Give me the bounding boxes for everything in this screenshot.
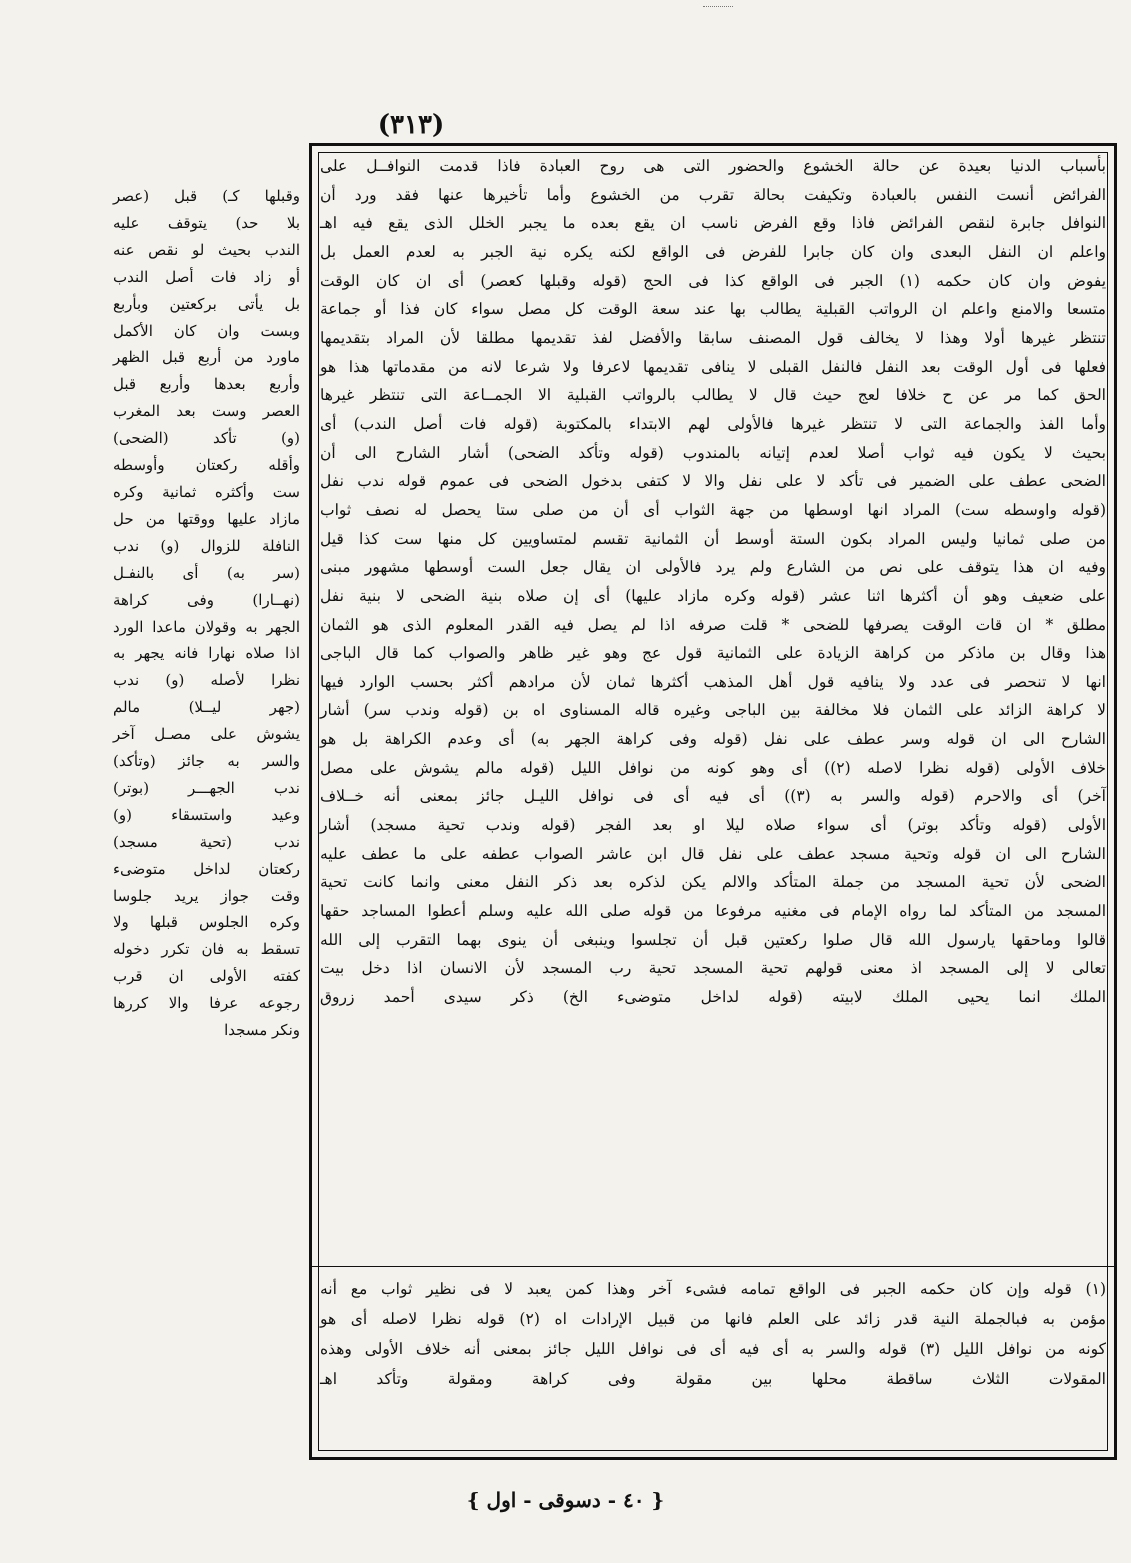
main-commentary — [320, 152, 1106, 1255]
side-text-line: ماورد من أربع قبل الظهر — [113, 348, 300, 367]
side-text-line: (نهــارا) وفى كراهة — [113, 590, 300, 609]
footnote-line: مؤمن به فبالجملة النية قدر زائد على العلم فانها من قبيل الإرادات اه (٢) قوله نظرا لاصله أى هو — [320, 1310, 1107, 1328]
side-text-line: وبست وان كان الأكمل — [113, 321, 300, 340]
footnote-line: (١) قوله وإن كان حكمه الجبر فى الواقع تمامه فشىء آخر وهذا كمن يعبد لا فى نظير ثواب مع أنه — [320, 1280, 1106, 1298]
main-text-line: الشارح الى ان قوله وسر عطف على نفل (قوله وفى كراهة الجهر به) أى وعدم الكراهة بل هو — [320, 730, 1106, 749]
main-text-line: بحيث لا يكون فيه ثواب أصلا لعدم إتيانه بالمندوب (قوله وتأكد الضحى) أشار الشارح الى أن — [320, 443, 1106, 462]
footnote-line: كونه من نوافل الليل (٣) قوله والسر به أى فيه أى فى نوافل الليل جائز بمعنى أنه خلاف الأولى وهذه — [320, 1340, 1106, 1358]
side-column-matn — [113, 183, 300, 1040]
main-frame — [309, 143, 1117, 1460]
main-text-line: الضحى لأن تحية المسجد من جملة المتأكد والالم يكن لذكره بعد ذكر النفل معنى وانما كانت تحية — [320, 873, 1106, 892]
footnotes — [320, 1274, 1106, 1434]
side-text-line: (سر به) أى بالنفـل — [113, 563, 300, 582]
main-text-line: المسجد من المتأكد لما رواه الإمام فى مغنيه مرفوعا من قوله صلى الله عليه وسلم أعطوا المساجد حقها — [320, 902, 1106, 921]
side-text-line: العصر وست بعد المغرب — [113, 402, 300, 421]
side-text-line: رجوعه عرفا والا كررها — [113, 994, 300, 1013]
side-text-line: ندب الجهـــر (بوتر) — [113, 778, 300, 797]
side-text-line: بلا حد) يتوقف عليه — [113, 213, 300, 232]
main-text-line: الضحى عطف على الضمير فى تأكد لا على نفل والا لا كتفى بدخول الضحى فى عموم قوله ندب نفل — [320, 472, 1106, 491]
side-text-line: النافلة للزوال (و) ندب — [113, 536, 300, 555]
main-text-line: وأما الفذ والجماعة التى لا تنتظر غيرها فالأولى لهم الابتداء بالمكتوبة (قوله فات أصل الندب) أى — [320, 414, 1106, 433]
main-text-line: لا كراهة الزائد على الثمان فلا مخالفة بين الباجى وغيره قاله المسناوى اه بن (قوله وندب سر) أشار — [320, 701, 1106, 720]
side-text-line: (جهر ليــلا) مالم — [113, 698, 300, 717]
side-text-line: نظرا لأصله (و) ندب — [113, 671, 300, 690]
side-text-line: ونكر مسجدا — [224, 1021, 300, 1040]
main-text-line: على ضعيف وهو أن أكثرها اثنا عشر (قوله وكره مازاد عليها) أى إن صلاه بنية الضحى لا بنية نفل — [320, 586, 1106, 605]
side-text-line: (و) تأكد (الضحى) — [113, 429, 300, 448]
main-text-line: هذا وقال بن ماذكر من كراهة الزيادة على الثمانية قول عج وهو غير ظاهر والصواب كما قال الباجى — [320, 644, 1106, 663]
footnote-divider — [312, 1266, 1114, 1267]
main-text-line: الفرائض أنست النفس بالعبادة وتكيفت بحالة تقرب من الخشوع وأما تأخيرها عنها فقد ورد أن — [320, 185, 1106, 204]
side-text-line: والسر به جائز (وتأكد) — [113, 752, 300, 771]
main-text-line: الأولى (قوله وتأكد بوتر) أى سواء صلاه ليلا او بعد الفجر (قوله وندب تحية مسجد) أشار — [320, 816, 1106, 835]
side-text-line: وقت جواز يريد جلوسا — [113, 886, 300, 905]
side-text-line: وكره الجلوس قبلها ولا — [113, 913, 300, 932]
main-text-line: فعلها فى أول الوقت بعد النفل فالنفل القبلى لا ينافى تقديمها لاعرفا ولا شرعا لانه من مقدماتها هذا هو — [320, 357, 1106, 376]
main-text-line: قالوا وماحقها يارسول الله قال صلوا ركعتين قبل أن تجلسوا وينبغى أن ينوى بهما التقرب إلى الله — [320, 930, 1106, 949]
side-text-line: أو زاد فات أصل الندب — [113, 267, 300, 286]
side-text-line: وأربع بعدها وأربع قبل — [113, 375, 300, 394]
side-text-line: مازاد عليها ووقتها من حل — [113, 509, 300, 528]
side-text-line: تسقط به فان تكرر دخوله — [113, 940, 300, 959]
side-text-line: بل يأتى بركعتين وبأربع — [113, 294, 300, 313]
main-text-line: تنتظر غيرها أولا وهذا لا يخالف قول المصنف سابقا والأفضل لفذ تقديمها مطلقا لأن المراد بتقديمها — [320, 328, 1106, 347]
side-text-line: ست وأكثره ثمانية وكره — [113, 482, 300, 501]
side-text-line: الجهر به وقولان ماعدا الورد — [113, 617, 300, 636]
main-text-line: يفوض وان كان حكمه (١) الجبر فى الواقع كذا فى الحج (قوله وقبلها كعصر) أى ان كان الوقت — [320, 271, 1107, 290]
side-text-line: كفته الأولى ان قرب — [113, 967, 300, 986]
page-number: (٣١٣) — [377, 110, 445, 140]
top-dotted-mark — [703, 6, 733, 9]
main-text-line: خلاف الأولى (قوله نظرا لاصله (٢)) أى وهو كونه من نوافل الليل (قوله مالم يشوش على مصل — [320, 758, 1106, 777]
main-text-line: من صلى ثمانيا وليس المراد بكون الستة أوسط أن الثمانية تقسم لمتساويين كل منها ست كذا قيل — [320, 529, 1106, 548]
side-text-line: الندب بحيث لو نقص عنه — [113, 240, 300, 259]
main-text-line: مطلق * ان قات الوقت يصرفها للضحى * قلت صرفه اذا لم يصل فيه القدر المعلوم الذى هو الثمان — [320, 615, 1106, 634]
main-text-line: انها لا تنحصر فى عدد ولا ينافيه قول أهل المذهب أكثرها ثمان لأن مرادهم أكثر بحسب الوارد فيها — [320, 672, 1106, 691]
side-text-line: وأقله ركعتان وأوسطه — [113, 456, 300, 475]
main-text-line: متسعا والامنع واعلم ان الرواتب القبلية يطالب بها عند سعة الوقت كل مصل سواء كان فذا أو جماعة — [320, 300, 1106, 319]
side-text-line: وعيد واستسقاء (و) — [113, 805, 300, 824]
footnote-line: المقولات الثلاث ساقطة محلها بين مقولة وفى كراهة ومقولة وتأكد اهـ — [320, 1370, 1106, 1388]
main-text-line: الشارح الى ان قوله وتحية مسجد عطف على نفل قال ابن عاشر الصواب عطفه على ما عطف عليه — [320, 844, 1106, 863]
side-text-line: يشوش على مصـل آخر — [113, 725, 300, 744]
main-text-line: الملك انما يحيى الملك لابيته (قوله لداخل متوضىء الخ) ذكر سيدى أحمد زروق — [320, 988, 1106, 1007]
side-text-line: ندب (تحية مسجد) — [113, 832, 300, 851]
side-text-line: وقبلها كـ) قبل (عصر — [113, 187, 300, 205]
main-text-line: النوافل جابرة لنقص الفرائض فاذا وقع الفرض ناسب ان يقع بعده ما يجبر الخلل الذى يقع فيه اهـ — [320, 214, 1106, 233]
main-text-line: بأسباب الدنيا بعيدة عن حالة الخشوع والحضور التى هى روح العبادة فاذا قدمت النوافــل على — [320, 157, 1106, 175]
main-text-line: آخر) أى والاحرم (قوله والسر به (٣)) أى فيه أى فى نوافل الليـل جائز بمعنى أنه خــلاف — [320, 787, 1106, 806]
side-text-line: اذا صلاه نهارا فانه يجهر به — [113, 644, 300, 663]
main-text-line: تعالى لا إلى المسجد اذ معنى قولهم تحية المسجد تحية رب المسجد لأن الانسان اذا دخل بيت — [320, 959, 1106, 978]
main-text-line: (قوله واوسطه ست) المراد انها اوسطها من جهة الثواب أى أن من صلى ستا يحصل له نصف ثواب — [320, 500, 1106, 519]
main-text-line: واعلم ان النفل البعدى وان كان جابرا للفرض فى الواقع لكنه يكره نية الجبر به لعدم العمل بل — [320, 242, 1106, 261]
main-text-line: الحق كما مر عن ح خلافا لعج حيث قال لا يطالب بالرواتب القبلية الا الجمــاعة التى تنتظر غيرها — [320, 386, 1106, 405]
main-text-line: وفيه ان هذا يتوقف على نص من الشارع ولم يرد فالأولى ان يقال جعل الست أوسطها مشهور مبنى — [320, 558, 1106, 577]
page-footer: { ٤٠ - دسوقى - اول } — [466, 1488, 665, 1512]
side-text-line: ركعتان لداخل متوضىء — [113, 859, 300, 878]
